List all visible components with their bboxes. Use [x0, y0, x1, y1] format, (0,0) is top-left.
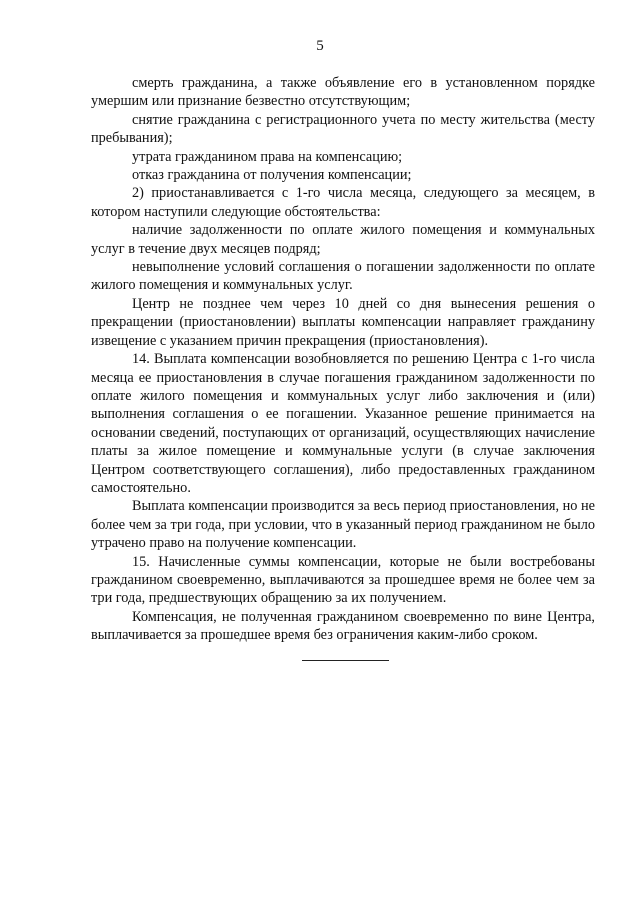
document-body — [91, 74, 595, 645]
paragraph-item-15: 15. Начисленные суммы компенсации, которые не были востребованы гражданином своевременно, выплачиваются за прошедшее время не более чем за три года, предшествующих обращению за их получением. — [91, 553, 595, 607]
paragraph-refusal: отказ гражданина от получения компенсации; — [132, 167, 412, 184]
paragraph-death-of-citizen: смерть гражданина, а также объявление его в установленном порядке умершим или признание безвестно отсутствующим; — [91, 75, 595, 110]
paragraph-notice-to-citizen: Центр не позднее чем через 10 дней со дня вынесения решения о прекращении (приостановлении) выплаты компенсации направляет гражданину извещение с указанием причин прекращения (приостановления). — [91, 295, 595, 349]
paragraph-loss-of-right: утрата гражданином права на компенсацию; — [132, 148, 403, 165]
paragraph-debt-two-months: наличие задолженности по оплате жилого помещения и коммунальных услуг в течение двух месяцев подряд; — [91, 222, 595, 257]
paragraph-item-14: 14. Выплата компенсации возобновляется по решению Центра с 1-го числа месяца ее приостановления в случае погашения гражданином задолженности по оплате жилого помещения и коммунальных услуг либо заключения и (или) выполнения соглашения о ее погашении. Указанное решение принимается на основании сведений, поступающих от организаций, осуществляющих начисление платы за жилое помещение и коммунальные услуги (в случае заключения Центром соответствующего соглашения), либо предоставленных гражданином самостоятельно. — [91, 351, 595, 496]
paragraph-center-fault: Компенсация, не полученная гражданином своевременно по вине Центра, выплачивается за прошедшее время без ограничения каким-либо сроком. — [91, 608, 595, 644]
paragraph-deregistration: снятие гражданина с регистрационного учета по месту жительства (месту пребывания); — [91, 111, 595, 147]
paragraph-agreement-breach: невыполнение условий соглашения о погашении задолженности по оплате жилого помещения и коммунальных услуг. — [91, 259, 595, 294]
paragraph-payment-period: Выплата компенсации производится за весь период приостановления, но не более чем за три года, при условии, что в указанный период гражданином не было утрачено право на получение компенсации. — [91, 498, 595, 552]
paragraph-suspension-intro: 2) приостанавливается с 1-го числа месяца, следующего за месяцем, в котором наступили следующие обстоятельства: — [91, 185, 595, 220]
end-of-document-rule — [302, 660, 389, 661]
page-number: 5 — [316, 38, 324, 54]
